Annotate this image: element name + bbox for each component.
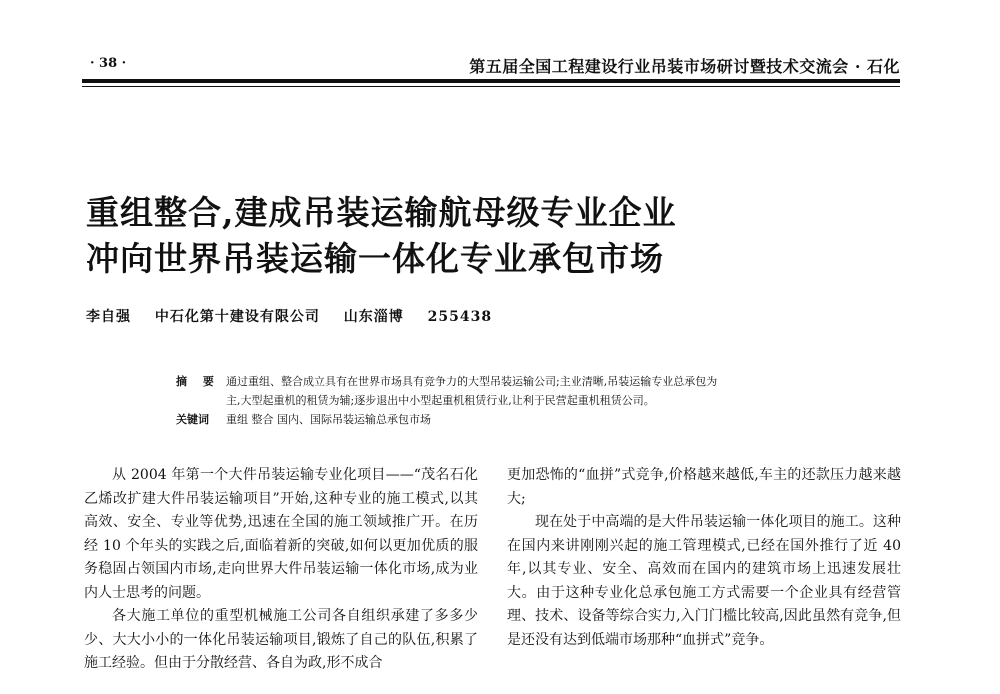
article-title xyxy=(86,190,677,282)
abstract-line-1 xyxy=(176,372,876,391)
byline xyxy=(86,306,510,326)
title-line-1: 重组整合,建成吊装运输航母级专业企业 xyxy=(86,193,677,232)
running-head: 第五届全国工程建设行业吊装市场研讨暨技术交流会 · 石化 xyxy=(469,57,900,76)
affiliation: 中石化第十建设有限公司 xyxy=(154,309,320,325)
page-number: · 38 · xyxy=(90,56,127,71)
body-column-right xyxy=(507,464,901,652)
abstract-label: 摘 要 xyxy=(176,375,220,388)
header-rule-thin xyxy=(82,86,900,87)
postcode: 255438 xyxy=(427,309,493,325)
right-paragraph-1: 更加恐怖的“血拼”式竞争,价格越来越低,车主的还款压力越来越大; xyxy=(507,467,901,507)
body-column-left xyxy=(84,464,478,676)
page-header xyxy=(82,54,900,78)
left-paragraph-2: 各大施工单位的重型机械施工公司各自组织承建了多多少少、大大小小的一体化吊装运输项目,锻炼了自己的队伍,积累了施工经验。但由于分散经营、各自为政,形不成合 xyxy=(84,608,478,671)
location: 山东淄博 xyxy=(343,309,404,325)
right-paragraph-2: 现在处于中高端的是大件吊装运输一体化项目的施工。这种在国内来讲刚刚兴起的施工管理模式,已经在国外推行了近 40 年,以其专业、安全、高效而在国内的建筑市场上迅速发展壮大。由于这种专业化总承包施工方式需要一个企业具有经营管理、技术、设备等综合实力,入门门槛比较高,因此虽然有竞争,但是还没有达到低端市场那种“血拼式”竞争。 xyxy=(507,514,901,648)
author-name: 李自强 xyxy=(86,309,131,325)
header-rule-thick xyxy=(82,79,900,83)
keywords-line xyxy=(176,410,876,429)
keywords-text: 重组 整合 国内、国际吊装运输总承包市场 xyxy=(226,413,431,426)
abstract-block xyxy=(176,372,876,429)
title-line-2: 冲向世界吊装运输一体化专业承包市场 xyxy=(86,239,664,278)
left-paragraph-1: 从 2004 年第一个大件吊装运输专业化项目——“茂名石化乙烯改扩建大件吊装运输项目”开始,这种专业的施工模式,以其高效、安全、专业等优势,迅速在全国的施工领域推广开。在历经 10 个年头的实践之后,面临着新的突破,如何以更加优质的服务稳固占领国内市场,走向世界大件吊装运输一体化市场,成为业内人士思考的问题。 xyxy=(84,467,478,601)
abstract-line-2: 主,大型起重机的租赁为辅;逐步退出中小型起重机租赁行业,让利于民营起重机租赁公司。 xyxy=(226,394,655,407)
keywords-label: 关键词 xyxy=(176,413,209,426)
abstract-text-1: 通过重组、整合成立具有在世界市场具有竞争力的大型吊装运输公司;主业清晰,吊装运输专业总承包为 xyxy=(226,375,718,388)
